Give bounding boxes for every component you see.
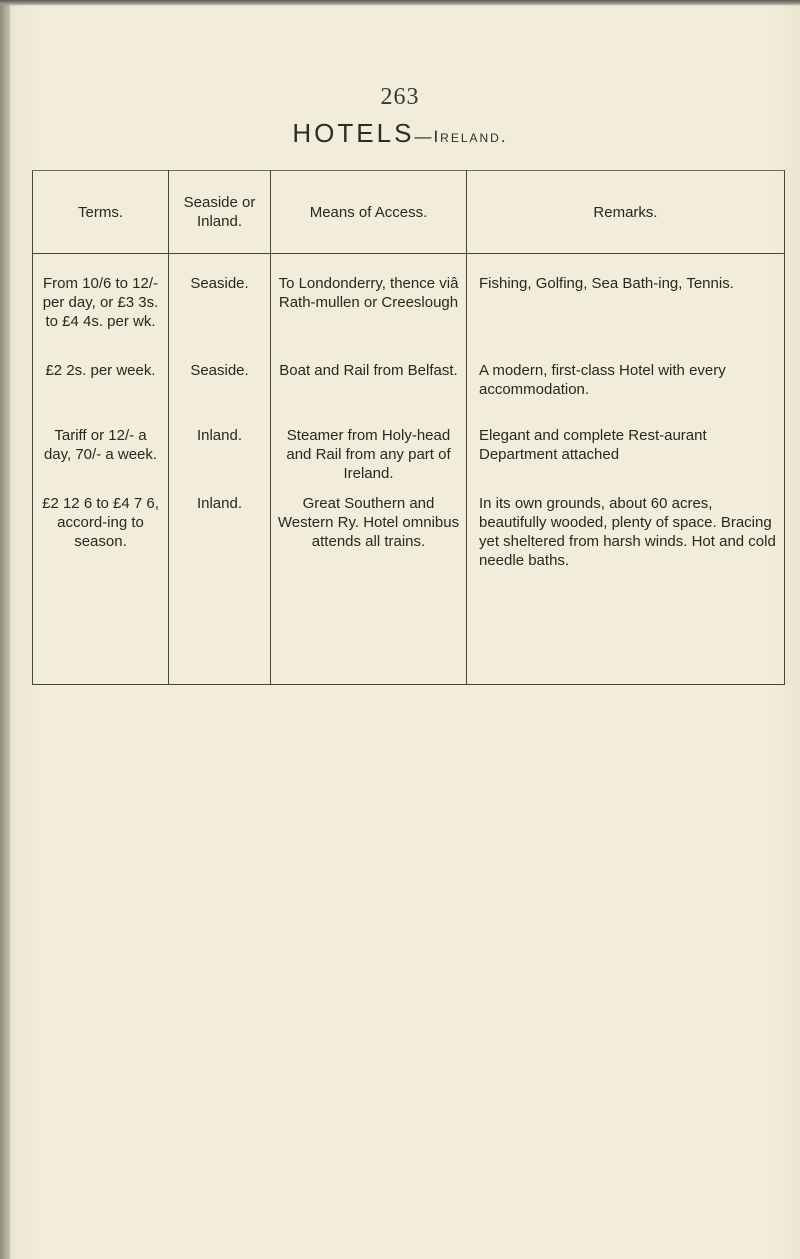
cell-remarks: A modern, first-class Hotel with every accommodation.: [467, 361, 785, 426]
table-row: [33, 254, 785, 362]
cell-location: Inland.: [169, 494, 271, 685]
cell-terms: £2 2s. per week.: [33, 361, 169, 426]
cell-access: To Londonderry, thence viâ Rath-mullen or Creeslough: [271, 254, 467, 362]
hotels-table: [32, 170, 785, 685]
cell-remarks: In its own grounds, about 60 acres, beautifully wooded, plenty of space. Bracing yet sheltered from harsh winds. Hot and cold needle baths.: [467, 494, 785, 685]
cell-location: Inland.: [169, 426, 271, 494]
page-title: [0, 118, 800, 149]
book-binding-edge: [0, 0, 10, 1259]
cell-access: Steamer from Holy-head and Rail from any part of Ireland.: [271, 426, 467, 494]
title-subtitle: —Ireland.: [414, 127, 508, 146]
table-row: [33, 361, 785, 426]
cell-access: Great Southern and Western Ry. Hotel omnibus attends all trains.: [271, 494, 467, 685]
table-header-row: [33, 171, 785, 254]
table-row: [33, 426, 785, 494]
cell-terms: From 10/6 to 12/- per day, or £3 3s. to £4 4s. per wk.: [33, 254, 169, 362]
cell-terms: Tariff or 12/- a day, 70/- a week.: [33, 426, 169, 494]
page-number: 263: [380, 84, 420, 110]
cell-access: Boat and Rail from Belfast.: [271, 361, 467, 426]
cell-remarks: Fishing, Golfing, Sea Bath-ing, Tennis.: [467, 254, 785, 362]
header-seaside-inland: Seaside or Inland.: [169, 171, 271, 254]
header-means-of-access: Means of Access.: [271, 171, 467, 254]
table-row: [33, 494, 785, 685]
cell-location: Seaside.: [169, 254, 271, 362]
header-terms: Terms.: [33, 171, 169, 254]
cell-terms: £2 12 6 to £4 7 6, accord-ing to season.: [33, 494, 169, 685]
header-remarks: Remarks.: [467, 171, 785, 254]
cell-location: Seaside.: [169, 361, 271, 426]
top-edge-rule: [0, 0, 800, 6]
title-main: HOTELS: [292, 118, 415, 148]
cell-remarks: Elegant and complete Rest-aurant Department attached: [467, 426, 785, 494]
